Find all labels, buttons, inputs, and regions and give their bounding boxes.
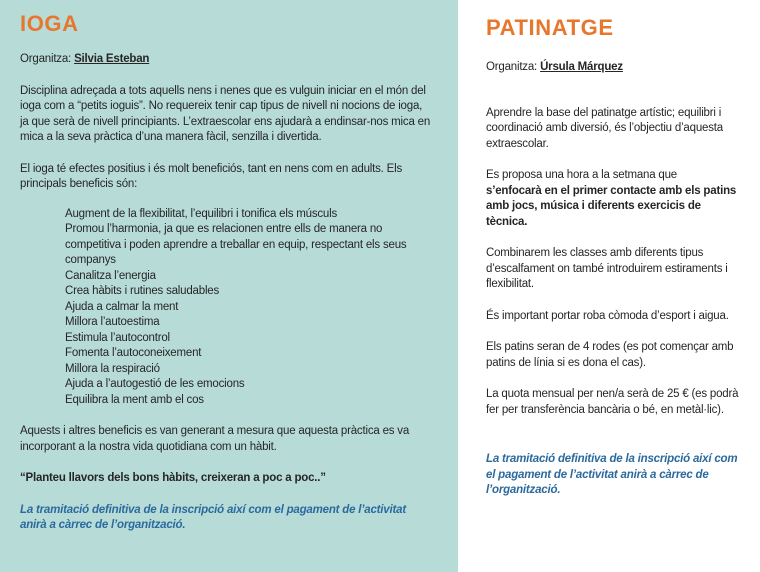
patinatge-organizer-line (486, 60, 740, 76)
patinatge-intro-paragraph: Aprendre la base del patinatge artístic; equilibri i coordinació amb diversió, és l’objectiu d’aquesta extraescolar. (486, 106, 723, 150)
list-item: Millora l’autoestima (65, 316, 160, 328)
list-item: Crea hàbits i rutines saludables (65, 285, 220, 297)
list-item: Promou l’harmonia, ja que es relacionen entre ells de manera no competitiva i poden aprendre a treballar en equip, respectant els seus companys (65, 223, 407, 266)
ioga-quote: “Planteu llavors dels bons hàbits, creixeran a poc a poc..” (20, 472, 326, 484)
ioga-closing-paragraph: Aquests i altres beneficis es van generant a mesura que aquesta pràctica es va incorporant a la nostra vida quotidiana com un hàbit. (20, 425, 410, 453)
patinatge-organizer-name: Úrsula Márquez (540, 61, 623, 73)
ioga-benefits-lead: El ioga té efectes positius i és molt beneficiós, tant en nens com en adults. Els principals beneficis són: (20, 162, 403, 190)
patinatge-classes-paragraph: Combinarem les classes amb diferents tipus d’escalfament on també introduirem estiraments i flexibilitat. (486, 247, 728, 290)
patinatge-fee-paragraph: La quota mensual per nen/a serà de 25 € (es podrà fer per transferència bancària o bé, en metàl·lic). (486, 388, 739, 416)
patinatge-legal-note: La tramitació definitiva de la inscripció així com el pagament de l’activitat anirà a càrrec de l’organització. (486, 453, 738, 496)
ioga-organizer-line (20, 52, 432, 68)
list-item: Estimula l’autocontrol (65, 331, 170, 344)
ioga-intro-paragraph: Disciplina adreçada a tots aquells nens i nenes que es vulguin iniciar en el món del ioga com a “petits ioguis”. No requereix tenir cap tipus de nivell ni nocions de ioga, ja que serà de nivell principiants. L’extraescolar ens ajudarà a endinsar-nos mica en mica a la seva pràctica d’una manera fàcil, senzilla i divertida. (20, 84, 431, 143)
list-item: Millora la respiració (65, 362, 160, 375)
patinatge-organizer-label: Organitza: (486, 61, 541, 73)
ioga-organizer-name: Silvia Esteban (74, 53, 150, 65)
patinatge-skates-paragraph: Els patins seran de 4 rodes (es pot començar amb patins de línia si es dona el cas). (486, 341, 734, 369)
schedule-regular-text: Es proposa una hora a la setmana que (486, 169, 677, 181)
patinatge-schedule-paragraph (486, 168, 740, 230)
ioga-legal-note: La tramitació definitiva de la inscripció així com el pagament de l’activitat anirà a càrrec de l’organització. (20, 503, 406, 531)
patinatge-title: PATINATGE (486, 15, 614, 40)
list-item: Augment de la flexibilitat, l’equilibri i tonifica els músculs (65, 207, 338, 220)
ioga-title: IOGA (20, 11, 79, 36)
ioga-organizer-label: Organitza: (20, 53, 75, 65)
patinatge-panel (458, 0, 760, 572)
list-item: Equilibra la ment amb el cos (65, 393, 204, 406)
list-item: Canalitza l’energia (65, 269, 156, 282)
list-item: Ajuda a calmar la ment (65, 300, 179, 313)
schedule-bold-text: s’enfocarà en el primer contacte amb els patins amb jocs, música i diferents exercicis de tècnica. (486, 184, 737, 228)
patinatge-clothing-paragraph: És important portar roba còmoda d’esport i aigua. (486, 309, 729, 322)
list-item: Fomenta l’autoconeixement (65, 347, 202, 359)
ioga-benefits-list (65, 207, 432, 409)
list-item: Ajuda a l’autogestió de les emocions (65, 378, 245, 390)
